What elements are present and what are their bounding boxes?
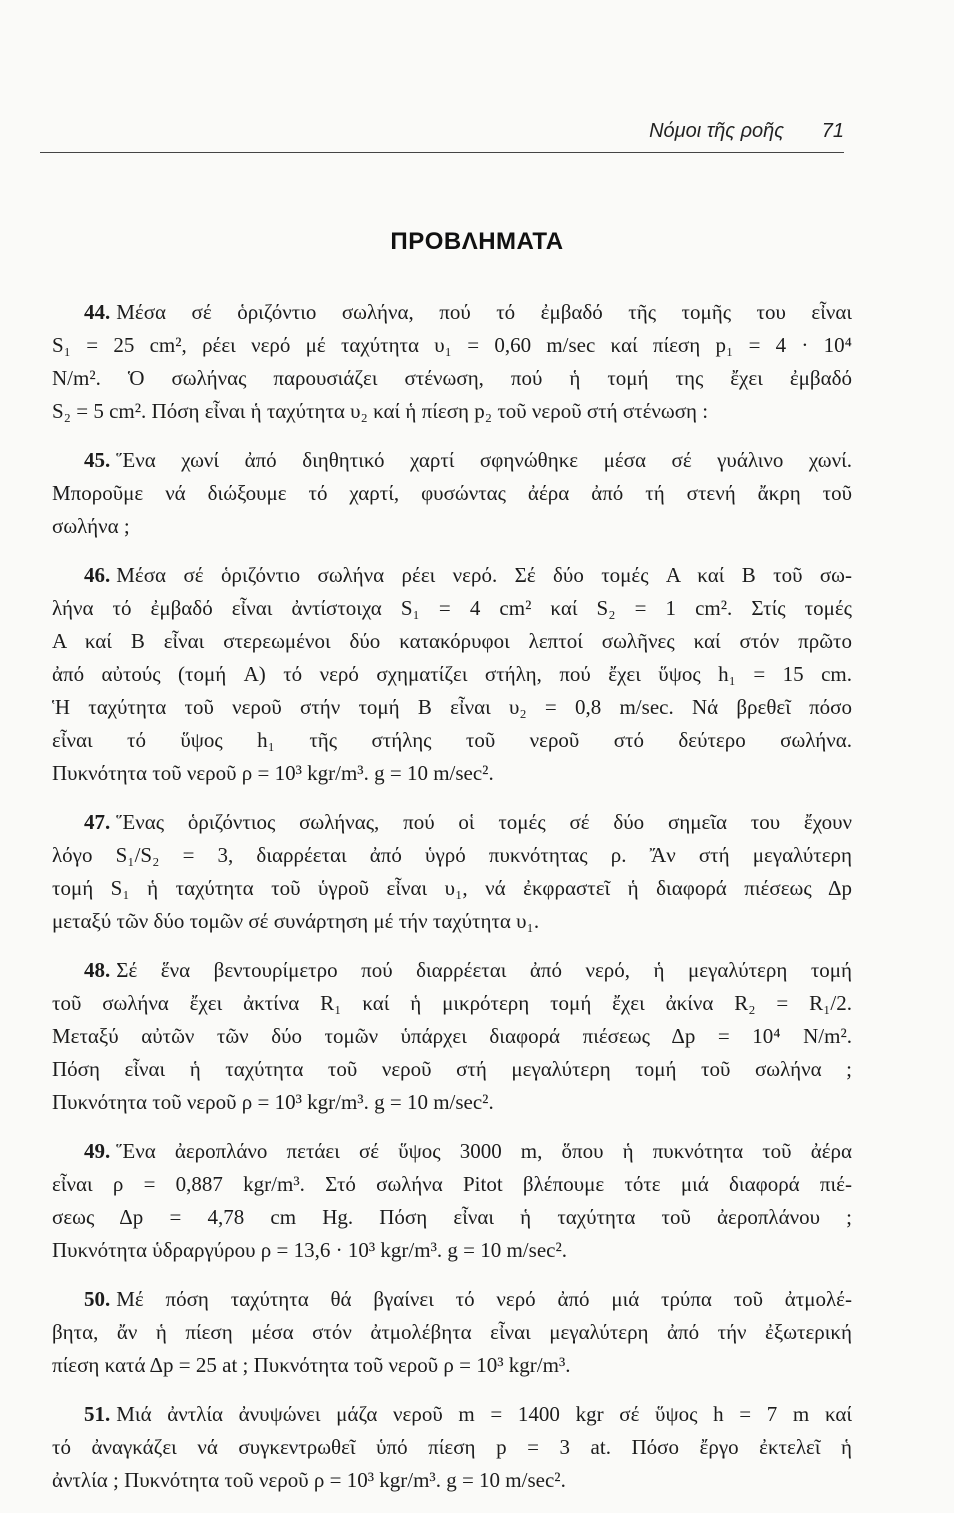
problem-text: N/m². Ὁ σωλήνας παρουσιάζει στένωση, πού ἡ τομή της ἔχει ἐμβαδό — [52, 366, 852, 390]
problem-text: σεως Δp = 4,78 cm Hg. Πόση εἶναι ἡ ταχύτητα τοῦ ἀεροπλάνου ; — [52, 1205, 852, 1229]
problem-item — [52, 296, 852, 428]
problem-text: Σέ ἕνα βεντουρίμετρο πού διαρρέεται ἀπό νερό, ἡ μεγαλύτερη τομή — [116, 958, 852, 982]
problem-text-line — [52, 658, 852, 691]
problem-text-line — [52, 1020, 852, 1053]
problem-text-line — [52, 1086, 852, 1119]
problem-text-line — [52, 1464, 852, 1497]
problem-number: 46. — [84, 563, 111, 587]
problem-text: Ἕνα ἀεροπλάνο πετάει σέ ὕψος 3000 m, ὅπου ἡ πυκνότητα τοῦ ἀέρα — [116, 1139, 852, 1163]
problem-text: Ἕνας ὁριζόντιος σωλήνας, πού οἱ τομές σέ δύο σημεῖα του ἔχουν — [116, 810, 852, 834]
problem-text: Μέσα σέ ὁριζόντιο σωλήνα ρέει νερό. Σέ δύο τομές A καί B τοῦ σω- — [116, 563, 852, 587]
problem-text-line — [52, 839, 852, 872]
problem-text-line — [52, 1431, 852, 1464]
problem-text: Ἕνα χωνί ἀπό διηθητικό χαρτί σφηνώθηκε μέσα σέ γυάλινο χωνί. — [116, 448, 852, 472]
problem-text: ἀντλία ; Πυκνότητα τοῦ νεροῦ ρ = 10³ kgr/m³. g = 10 m/sec². — [52, 1468, 566, 1492]
problem-text-line — [52, 510, 852, 543]
problem-text-line — [52, 806, 852, 839]
problem-text-line — [52, 1398, 852, 1431]
problem-text: Πυκνότητα ὑδραργύρου ρ = 13,6 · 10³ kgr/m³. g = 10 m/sec². — [52, 1238, 568, 1262]
problem-text: Μεταξύ αὐτῶν τῶν δύο τομῶν ὑπάρχει διαφορά πιέσεως Δp = 10⁴ N/m². — [52, 1024, 852, 1048]
problem-text: ἀπό αὐτούς (τομή A) τό νερό σχηματίζει στήλη, πού ἔχει ὕψος h₁ = 15 cm. — [52, 662, 852, 686]
page-header — [40, 112, 844, 153]
problem-text-line — [52, 559, 852, 592]
problem-text: λόγο S₁/S₂ = 3, διαρρέεται ἀπό ὑγρό πυκνότητας ρ. Ἄν στή μεγαλύτερη — [52, 843, 852, 867]
problem-text-line — [52, 592, 852, 625]
problem-text: εἶναι τό ὕψος h₁ τῆς στήλης τοῦ νεροῦ στό δεύτερο σωλήνα. — [52, 728, 852, 752]
problem-text-line — [52, 1053, 852, 1086]
problem-text: πίεση κατά Δp = 25 at ; Πυκνότητα τοῦ νεροῦ ρ = 10³ kgr/m³. — [52, 1353, 571, 1377]
problem-number: 51. — [84, 1402, 111, 1426]
problem-text-line — [52, 296, 852, 329]
problem-text: Μέσα σέ ὁριζόντιο σωλήνα, πού τό ἐμβαδό τῆς τομῆς του εἶναι — [116, 300, 852, 324]
problem-text-line — [52, 477, 852, 510]
problem-text-line — [52, 625, 852, 658]
problem-item — [52, 1283, 852, 1382]
problem-item — [52, 1135, 852, 1267]
problem-item — [52, 559, 852, 790]
problem-text-line — [52, 987, 852, 1020]
problem-text-line — [52, 757, 852, 790]
problem-text-line — [52, 1234, 852, 1267]
problem-number: 48. — [84, 958, 111, 982]
problem-text: μεταξύ τῶν δύο τομῶν σέ συνάρτηση μέ τήν ταχύτητα υ₁. — [52, 909, 540, 933]
problem-text-line — [52, 329, 852, 362]
problem-item — [52, 954, 852, 1119]
problem-text: S₁ = 25 cm², ρέει νερό μέ ταχύτητα υ₁ = 0,60 m/sec καί πίεση p₁ = 4 · 10⁴ — [52, 333, 852, 357]
problem-text-line — [52, 905, 852, 938]
problems-list — [52, 296, 852, 1513]
problem-item — [52, 444, 852, 543]
problem-text-line — [52, 872, 852, 905]
problem-number: 49. — [84, 1139, 111, 1163]
problem-text: A καί B εἶναι στερεωμένοι δύο κατακόρυφοι λεπτοί σωλῆνες καί στόν πρῶτο — [52, 629, 852, 653]
problem-text-line — [52, 395, 852, 428]
problem-text-line — [52, 1135, 852, 1168]
problem-text: τοῦ σωλήνα ἔχει ἀκτίνα R₁ καί ἡ μικρότερη τομή ἔχει ἀκίνα R₂ = R₁/2. — [52, 991, 852, 1015]
problem-text: Μιά ἀντλία ἀνυψώνει μάζα νεροῦ m = 1400 kgr σέ ὕψος h = 7 m καί — [116, 1402, 852, 1426]
problem-number: 44. — [84, 300, 111, 324]
problem-text-line — [52, 691, 852, 724]
problem-text: λήνα τό ἐμβαδό εἶναι ἀντίστοιχα S₁ = 4 cm² καί S₂ = 1 cm². Στίς τομές — [52, 596, 852, 620]
problem-item — [52, 806, 852, 938]
problem-text: τομή S₁ ἡ ταχύτητα τοῦ ὑγροῦ εἶναι υ₁, νά ἐκφραστεῖ ἡ διαφορά πιέσεως Δp — [52, 876, 852, 900]
problem-text: Πυκνότητα τοῦ νεροῦ ρ = 10³ kgr/m³. g = 10 m/sec². — [52, 1090, 494, 1114]
problem-text: S₂ = 5 cm². Πόση εἶναι ἡ ταχύτητα υ₂ καί ἡ πίεση p₂ τοῦ νεροῦ στή στένωση : — [52, 399, 709, 423]
problem-text: τό ἀναγκάζει νά συγκεντρωθεῖ ὑπό πίεση p = 3 at. Πόσο ἔργο ἐκτελεῖ ἡ — [52, 1435, 852, 1459]
problem-number: 50. — [84, 1287, 111, 1311]
problem-text-line — [52, 1283, 852, 1316]
problem-text: Μποροῦμε νά διώξουμε τό χαρτί, φυσώντας ἀέρα ἀπό τή στενή ἄκρη τοῦ — [52, 481, 852, 505]
problem-text-line — [52, 1349, 852, 1382]
problem-text-line — [52, 954, 852, 987]
problem-text: Πυκνότητα τοῦ νεροῦ ρ = 10³ kgr/m³. g = 10 m/sec². — [52, 761, 494, 785]
page-number: 71 — [821, 120, 844, 142]
problem-text-line — [52, 1316, 852, 1349]
problem-text-line — [52, 362, 852, 395]
problem-text-line — [52, 724, 852, 757]
problem-text-line — [52, 1201, 852, 1234]
problem-text: Πόση εἶναι ἡ ταχύτητα τοῦ νεροῦ στή μεγαλύτερη τομή τοῦ σωλήνα ; — [52, 1057, 852, 1081]
problem-text: Ἡ ταχύτητα τοῦ νεροῦ στήν τομή B εἶναι υ₂ = 0,8 m/sec. Νά βρεθεῖ πόσο — [52, 695, 852, 719]
problem-item — [52, 1398, 852, 1497]
running-title: Νόμοι τῆς ροῆς — [649, 120, 784, 142]
problem-text: Μέ πόση ταχύτητα θά βγαίνει τό νερό ἀπό μιά τρύπα τοῦ ἀτμολέ- — [116, 1287, 852, 1311]
problem-text: βητα, ἄν ἡ πίεση μέσα στόν ἀτμολέβητα εἶναι μεγαλύτερη ἀπό τήν ἐξωτερική — [52, 1320, 852, 1344]
section-title: ΠΡΟΒΛΗΜΑΤΑ — [390, 228, 564, 255]
problem-number: 47. — [84, 810, 111, 834]
problem-number: 45. — [84, 448, 111, 472]
problem-text: εἶναι ρ = 0,887 kgr/m³. Στό σωλήνα Pitot βλέπουμε τότε μιά διαφορά πιέ- — [52, 1172, 852, 1196]
problem-text-line — [52, 1168, 852, 1201]
problem-text: σωλήνα ; — [52, 514, 130, 538]
problem-text-line — [52, 444, 852, 477]
